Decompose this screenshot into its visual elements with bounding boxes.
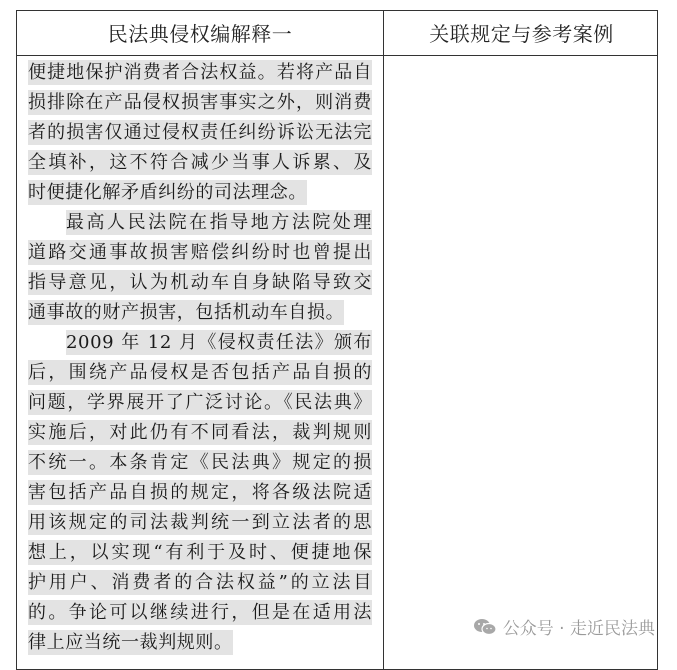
text-line: [28, 298, 372, 328]
column-header-left: 民法典侵权编解释一: [107, 22, 293, 46]
column-header-right: 关联规定与参考案例: [429, 22, 614, 46]
text-line: [28, 148, 372, 178]
highlighted-text: 时便捷化解矛盾纠纷的司法理念。: [28, 182, 307, 203]
text-line: [28, 448, 372, 478]
highlighted-text: 不统一。本条肯定《民法典》规定的损: [28, 452, 372, 473]
highlighted-text: 最高人民法院在指导地方法院处理: [66, 212, 372, 233]
highlighted-text: 想上，以实现“有利于及时、便捷地保: [28, 542, 372, 563]
header-divider: [17, 55, 657, 56]
highlighted-text: 便捷地保护消费者合法权益。若将产品自: [28, 62, 372, 83]
highlighted-text: 通事故的财产损害，包括机动车自损。: [28, 302, 345, 323]
highlighted-text: 用该规定的司法裁判统一到立法者的思: [28, 512, 372, 533]
text-line: [28, 388, 372, 418]
highlighted-text: 实施后，对此仍有不同看法，裁判规则: [28, 422, 372, 443]
text-line: [28, 568, 372, 598]
highlighted-text: 者的损害仅通过侵权责任纠纷诉讼无法完: [28, 122, 372, 143]
highlighted-text: 损排除在产品侵权损害事实之外，则消费: [28, 92, 372, 113]
highlighted-text: 全填补，这不符合减少当事人诉累、及: [28, 152, 372, 173]
paragraph-text: [28, 58, 372, 658]
watermark: [473, 614, 655, 639]
text-line: [28, 238, 372, 268]
highlighted-text: 指导意见，认为机动车自身缺陷导致交: [28, 272, 372, 293]
text-line: [28, 118, 372, 148]
text-line: [28, 328, 372, 358]
text-line: [28, 478, 372, 508]
text-line: [28, 268, 372, 298]
highlighted-text: 2009 年 12 月《侵权责任法》颁布: [66, 332, 372, 353]
text-line: [28, 208, 372, 238]
wechat-icon: [473, 618, 497, 636]
highlighted-text: 律上应当统一裁判规则。: [28, 632, 233, 653]
watermark-text: 公众号 · 走近民法典: [502, 619, 655, 639]
text-line: [28, 508, 372, 538]
text-line: [28, 538, 372, 568]
text-line: [28, 628, 372, 658]
highlighted-text: 害包括产品自损的规定，将各级法院适: [28, 482, 372, 503]
column-divider: [383, 11, 384, 669]
highlighted-text: 护用户、消费者的合法权益”的立法目: [28, 572, 372, 593]
highlighted-text: 的。争论可以继续进行，但是在适用法: [28, 602, 372, 623]
text-line: [28, 598, 372, 628]
text-line: [28, 178, 372, 208]
text-line: [28, 58, 372, 88]
highlighted-text: 后，围绕产品侵权是否包括产品自损的: [28, 362, 372, 383]
text-line: [28, 88, 372, 118]
text-line: [28, 358, 372, 388]
highlighted-text: 问题，学界展开了广泛讨论。《民法典》: [28, 392, 372, 413]
text-line: [28, 418, 372, 448]
highlighted-text: 道路交通事故损害赔偿纠纷时也曾提出: [28, 242, 372, 263]
